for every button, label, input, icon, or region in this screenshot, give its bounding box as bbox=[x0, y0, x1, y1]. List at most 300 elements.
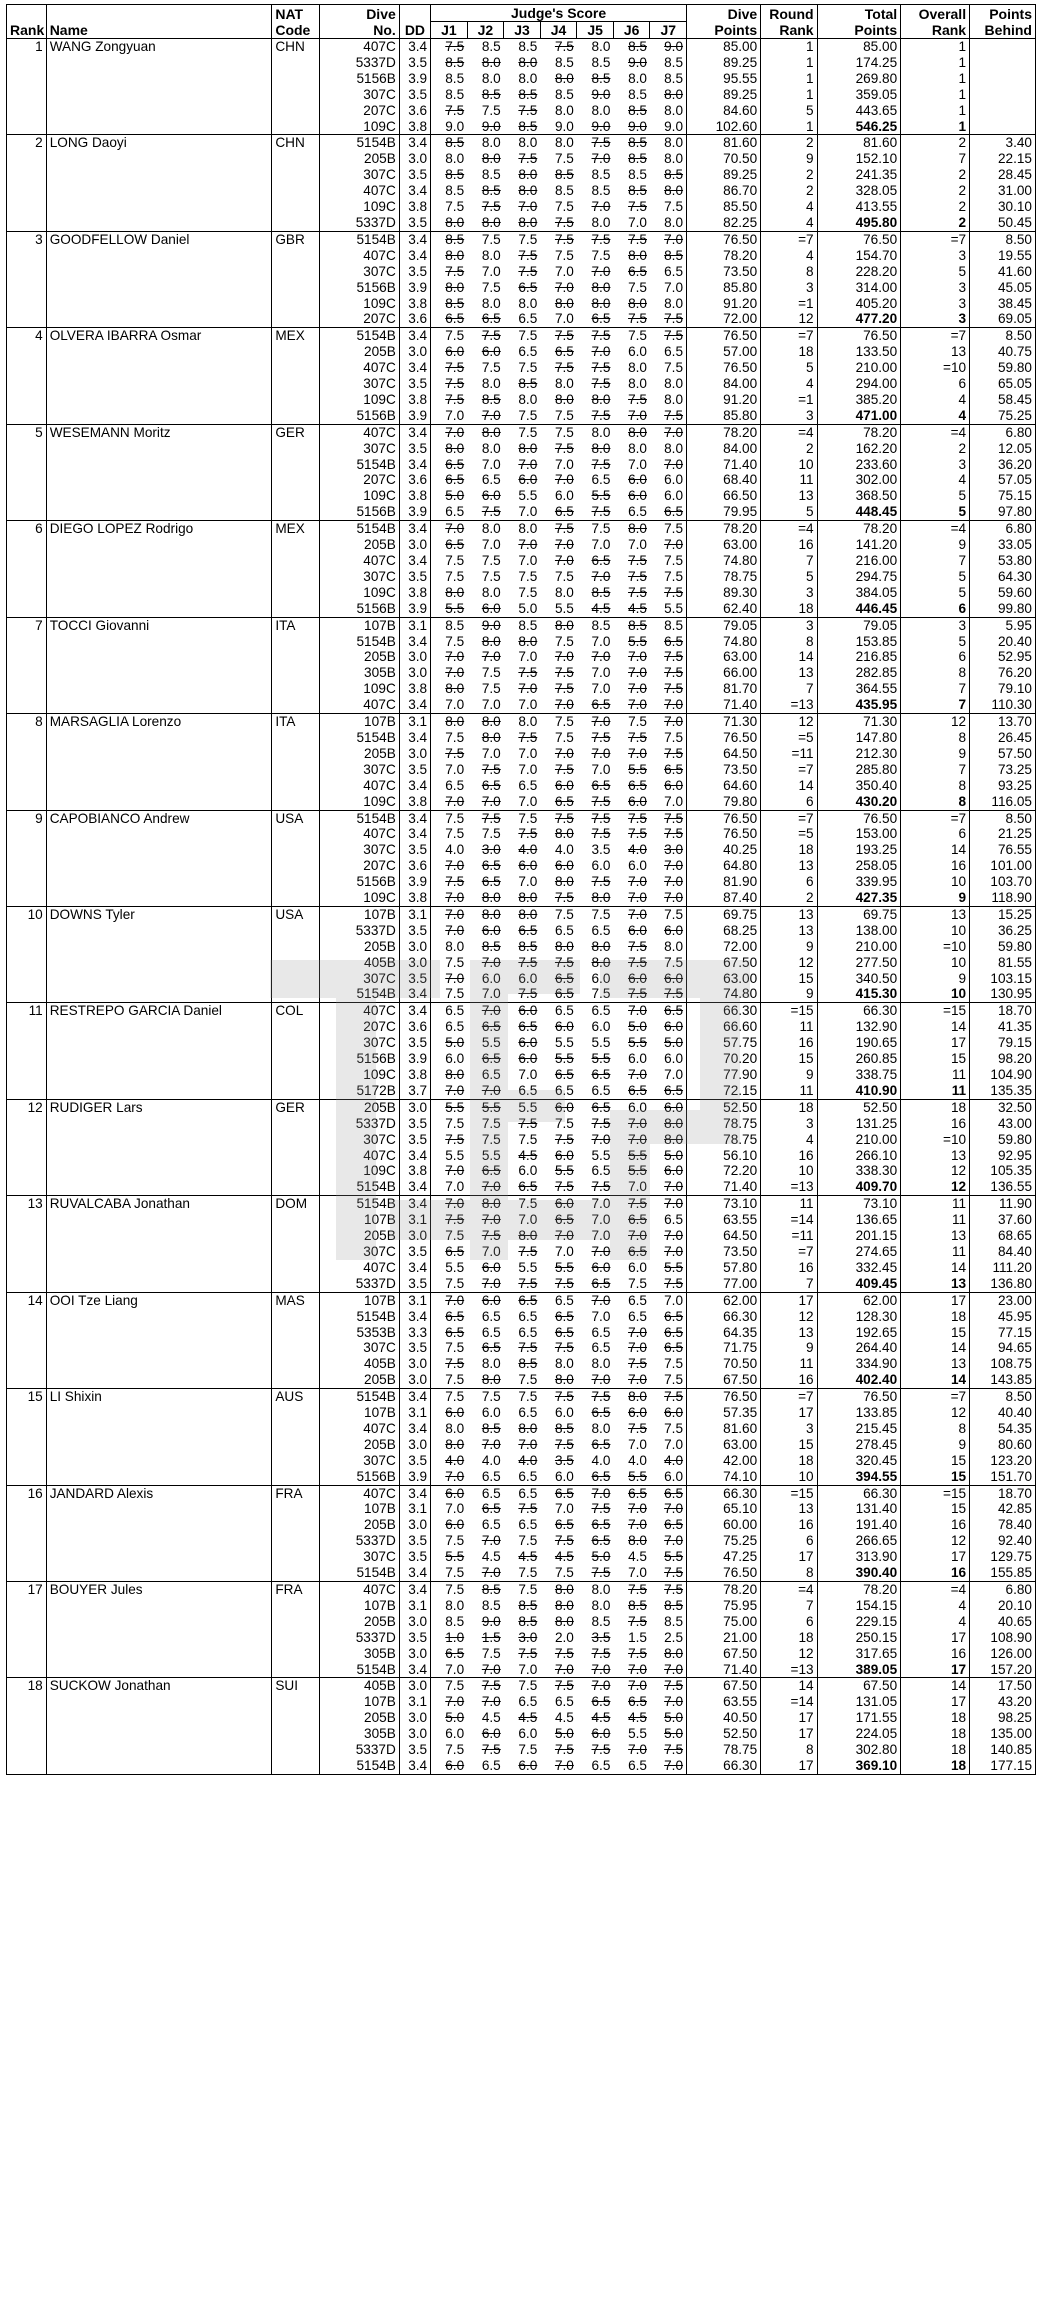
judge-score bbox=[577, 39, 614, 55]
dive-points: 82.25 bbox=[687, 215, 761, 231]
judge-score bbox=[577, 504, 614, 520]
degree-of-difficulty: 3.4 bbox=[399, 826, 430, 842]
judge-score-value: 5.5 bbox=[481, 1099, 501, 1115]
overall-rank: 3 bbox=[901, 311, 970, 327]
total-points: 141.20 bbox=[817, 537, 901, 553]
judge-score bbox=[467, 488, 504, 504]
total-points: 302.80 bbox=[817, 1742, 901, 1758]
dive-number: 5156B bbox=[320, 504, 399, 520]
judge-score-value: 7.5 bbox=[481, 102, 501, 118]
judge-score-value: 7.0 bbox=[664, 890, 684, 906]
judge-score-value: 7.5 bbox=[518, 729, 538, 745]
judge-score-value: 6.0 bbox=[554, 488, 574, 504]
judge-score bbox=[431, 55, 468, 71]
degree-of-difficulty: 3.1 bbox=[399, 714, 430, 730]
dive-points: 73.50 bbox=[687, 264, 761, 280]
judge-score-value: 7.5 bbox=[664, 1275, 684, 1291]
judge-score bbox=[613, 1389, 650, 1405]
total-points: 79.05 bbox=[817, 617, 901, 633]
overall-rank: 17 bbox=[901, 1292, 970, 1308]
judge-score bbox=[431, 231, 468, 247]
judge-score bbox=[504, 215, 541, 231]
judge-score-value: 8.0 bbox=[591, 295, 611, 311]
judge-score bbox=[650, 634, 687, 650]
degree-of-difficulty: 3.4 bbox=[399, 553, 430, 569]
judge-score bbox=[504, 842, 541, 858]
judge-score-value: 7.5 bbox=[481, 1389, 501, 1405]
points-behind: 75.15 bbox=[970, 488, 1036, 504]
nat-code: ITA bbox=[272, 714, 320, 810]
round-rank: 11 bbox=[761, 1356, 817, 1372]
degree-of-difficulty: 3.5 bbox=[399, 1276, 430, 1292]
judge-score bbox=[504, 183, 541, 199]
total-points: 210.00 bbox=[817, 1132, 901, 1148]
dive-number: 407C bbox=[320, 39, 399, 55]
dive-number: 5172B bbox=[320, 1083, 399, 1099]
judge-score-value: 5.5 bbox=[554, 1051, 574, 1067]
overall-rank: 10 bbox=[901, 874, 970, 890]
points-behind bbox=[970, 55, 1036, 71]
judge-score bbox=[613, 1485, 650, 1501]
dive-number: 307C bbox=[320, 1132, 399, 1148]
judge-score-value: 6.0 bbox=[554, 1019, 574, 1035]
degree-of-difficulty: 3.0 bbox=[399, 939, 430, 955]
judge-score-value: 8.0 bbox=[445, 214, 465, 230]
round-rank: =7 bbox=[761, 231, 817, 247]
overall-rank: 2 bbox=[901, 183, 970, 199]
judge-score bbox=[540, 681, 577, 697]
dive-number: 307C bbox=[320, 762, 399, 778]
judge-score bbox=[613, 939, 650, 955]
judge-score bbox=[650, 344, 687, 360]
athlete-rank: 6 bbox=[7, 521, 47, 617]
athlete-name: RUDIGER Lars bbox=[46, 1099, 272, 1195]
judge-score-value: 8.5 bbox=[481, 1597, 501, 1613]
judge-score bbox=[431, 1116, 468, 1132]
judge-score bbox=[431, 504, 468, 520]
judge-score-value: 6.5 bbox=[554, 504, 574, 520]
judge-score bbox=[431, 1035, 468, 1051]
judge-score-value: 7.0 bbox=[554, 1661, 574, 1677]
judge-score bbox=[650, 264, 687, 280]
judge-score-value: 7.5 bbox=[664, 729, 684, 745]
judge-score-value: 6.5 bbox=[591, 553, 611, 568]
judge-score bbox=[650, 1325, 687, 1341]
total-points: 76.50 bbox=[817, 810, 901, 826]
dive-number: 5156B bbox=[320, 71, 399, 87]
judge-score-value: 7.5 bbox=[664, 584, 684, 600]
judge-score bbox=[467, 376, 504, 392]
dive-number: 307C bbox=[320, 376, 399, 392]
judge-score bbox=[467, 1163, 504, 1179]
round-rank: 13 bbox=[761, 1501, 817, 1517]
judge-score bbox=[650, 1726, 687, 1742]
dive-points: 85.80 bbox=[687, 280, 761, 296]
round-rank: =14 bbox=[761, 1694, 817, 1710]
round-rank: 2 bbox=[761, 183, 817, 199]
judge-score-value: 7.5 bbox=[518, 1533, 538, 1549]
judge-score-value: 7.0 bbox=[481, 1212, 501, 1228]
judge-score bbox=[577, 119, 614, 135]
judge-score bbox=[431, 1196, 468, 1212]
degree-of-difficulty: 3.4 bbox=[399, 39, 430, 55]
judge-score-value: 6.5 bbox=[591, 1340, 611, 1356]
round-rank: =7 bbox=[761, 328, 817, 344]
judge-score-value: 9.0 bbox=[481, 118, 501, 134]
points-behind: 135.35 bbox=[970, 1083, 1036, 1099]
judge-score-value: 7.5 bbox=[518, 1565, 538, 1581]
judge-score bbox=[650, 1389, 687, 1405]
judge-score bbox=[467, 1742, 504, 1758]
judge-score-value: 7.5 bbox=[554, 1115, 574, 1131]
points-behind: 38.45 bbox=[970, 296, 1036, 312]
judge-score bbox=[613, 1212, 650, 1228]
judge-score-value: 7.0 bbox=[518, 681, 538, 697]
judge-score bbox=[540, 103, 577, 119]
nat-code: GBR bbox=[272, 231, 320, 327]
points-behind: 143.85 bbox=[970, 1372, 1036, 1388]
judge-score-value: 6.5 bbox=[591, 1324, 611, 1340]
athlete-rank: 13 bbox=[7, 1196, 47, 1292]
judge-score bbox=[431, 488, 468, 504]
overall-rank: 12 bbox=[901, 1163, 970, 1179]
judge-score-value: 6.0 bbox=[445, 1726, 465, 1742]
judge-score bbox=[431, 826, 468, 842]
dive-points: 74.80 bbox=[687, 986, 761, 1002]
judge-score-value: 8.0 bbox=[445, 681, 465, 697]
dive-points: 85.00 bbox=[687, 39, 761, 55]
judge-score bbox=[577, 103, 614, 119]
dive-points: 64.35 bbox=[687, 1325, 761, 1341]
dive-number: 107B bbox=[320, 617, 399, 633]
dive-points: 81.90 bbox=[687, 874, 761, 890]
judge-score bbox=[577, 167, 614, 183]
points-behind: 6.80 bbox=[970, 1582, 1036, 1598]
judge-score-value: 8.0 bbox=[628, 376, 647, 392]
judge-score-value: 7.5 bbox=[628, 954, 647, 970]
judge-score-value: 8.0 bbox=[518, 391, 538, 407]
dive-number: 307C bbox=[320, 1244, 399, 1260]
judge-score-value: 8.5 bbox=[554, 167, 574, 183]
judge-score bbox=[540, 1067, 577, 1083]
judge-score-value: 7.5 bbox=[518, 1742, 538, 1758]
judge-score bbox=[650, 794, 687, 810]
round-rank: 2 bbox=[761, 890, 817, 906]
judge-score-value: 7.0 bbox=[664, 874, 684, 890]
judge-score-value: 8.0 bbox=[664, 214, 684, 230]
dive-points: 81.60 bbox=[687, 1421, 761, 1437]
judge-score bbox=[467, 537, 504, 553]
judge-score bbox=[504, 1132, 541, 1148]
judge-score-value: 7.5 bbox=[481, 1228, 501, 1244]
nat-code: MEX bbox=[272, 328, 320, 424]
judge-score-value: 7.5 bbox=[591, 793, 611, 809]
judge-score bbox=[613, 681, 650, 697]
judge-score bbox=[650, 1742, 687, 1758]
judge-score-value: 8.0 bbox=[554, 826, 574, 842]
judge-score bbox=[504, 441, 541, 457]
degree-of-difficulty: 3.6 bbox=[399, 858, 430, 874]
judge-score-value: 7.5 bbox=[554, 568, 574, 584]
judge-score bbox=[650, 730, 687, 746]
judge-score-value: 6.0 bbox=[664, 1468, 684, 1484]
judge-score bbox=[540, 1662, 577, 1678]
judge-score bbox=[467, 649, 504, 665]
judge-score bbox=[504, 697, 541, 713]
points-behind: 151.70 bbox=[970, 1469, 1036, 1485]
judge-score bbox=[577, 215, 614, 231]
overall-rank: 13 bbox=[901, 1228, 970, 1244]
nat-code: COL bbox=[272, 1003, 320, 1099]
dive-number: 5156B bbox=[320, 408, 399, 424]
dive-points: 71.40 bbox=[687, 697, 761, 713]
judge-score bbox=[504, 1694, 541, 1710]
total-points: 338.30 bbox=[817, 1163, 901, 1179]
judge-score-value: 6.0 bbox=[664, 1405, 684, 1421]
judge-score-value: 7.5 bbox=[664, 745, 684, 761]
judge-score bbox=[650, 1132, 687, 1148]
judge-score-value: 8.0 bbox=[591, 102, 611, 118]
judge-score-value: 7.5 bbox=[554, 1565, 574, 1581]
judge-score bbox=[650, 1678, 687, 1694]
dive-number: 5154B bbox=[320, 634, 399, 650]
dive-number: 5156B bbox=[320, 1051, 399, 1067]
judge-score-value: 5.5 bbox=[591, 1051, 611, 1067]
judge-score bbox=[467, 71, 504, 87]
athlete-rank: 4 bbox=[7, 328, 47, 424]
judge-score bbox=[540, 1694, 577, 1710]
judge-score-value: 6.5 bbox=[628, 1243, 647, 1259]
judge-score-value: 7.5 bbox=[554, 440, 574, 456]
judge-score-value: 7.0 bbox=[591, 665, 611, 681]
judge-score bbox=[613, 1132, 650, 1148]
total-points: 258.05 bbox=[817, 858, 901, 874]
judge-score-value: 6.5 bbox=[628, 777, 647, 793]
judge-score-value: 7.5 bbox=[518, 328, 538, 344]
points-behind: 80.60 bbox=[970, 1437, 1036, 1453]
judge-score bbox=[577, 135, 614, 151]
judge-score bbox=[613, 103, 650, 119]
overall-rank: 3 bbox=[901, 248, 970, 264]
judge-score-value: 7.5 bbox=[664, 1372, 684, 1388]
judge-score bbox=[577, 681, 614, 697]
judge-score bbox=[613, 215, 650, 231]
judge-score-value: 7.0 bbox=[481, 456, 501, 472]
judge-score-value: 7.0 bbox=[664, 697, 684, 713]
degree-of-difficulty: 3.4 bbox=[399, 1758, 430, 1774]
judge-score bbox=[577, 1003, 614, 1019]
judge-score bbox=[467, 1325, 504, 1341]
overall-rank: 18 bbox=[901, 1758, 970, 1774]
judge-score-value: 6.0 bbox=[518, 858, 538, 874]
judge-score-value: 6.5 bbox=[554, 1082, 574, 1098]
degree-of-difficulty: 3.4 bbox=[399, 1582, 430, 1598]
judge-score bbox=[540, 730, 577, 746]
judge-score-value: 8.0 bbox=[445, 1420, 465, 1436]
dive-points: 67.50 bbox=[687, 1678, 761, 1694]
judge-score bbox=[431, 649, 468, 665]
overall-rank: 12 bbox=[901, 1179, 970, 1195]
total-points: 384.05 bbox=[817, 585, 901, 601]
judge-score-value: 6.5 bbox=[628, 1694, 647, 1710]
judge-score-value: 6.5 bbox=[518, 922, 538, 938]
judge-score-value: 5.5 bbox=[481, 1147, 501, 1163]
round-rank: 3 bbox=[761, 1421, 817, 1437]
dive-row bbox=[7, 521, 1036, 537]
judge-score bbox=[650, 923, 687, 939]
judge-score-value: 7.5 bbox=[445, 1131, 465, 1147]
judge-score-value: 7.5 bbox=[591, 906, 611, 922]
points-behind: 23.00 bbox=[970, 1292, 1036, 1308]
round-rank: 3 bbox=[761, 1116, 817, 1132]
judge-score-value: 8.0 bbox=[481, 440, 501, 456]
dive-row bbox=[7, 1292, 1036, 1308]
judge-score bbox=[504, 1196, 541, 1212]
judge-score bbox=[504, 537, 541, 553]
judge-score bbox=[467, 681, 504, 697]
judge-score-value: 7.0 bbox=[591, 568, 611, 584]
judge-score-value: 6.0 bbox=[664, 472, 684, 488]
judge-score-value: 7.5 bbox=[628, 568, 647, 584]
judge-score-value: 6.5 bbox=[554, 1292, 574, 1308]
judge-score-value: 6.5 bbox=[591, 1757, 611, 1773]
points-behind: 130.95 bbox=[970, 986, 1036, 1002]
judge-score bbox=[650, 1099, 687, 1115]
total-points: 78.20 bbox=[817, 1582, 901, 1598]
judge-score bbox=[540, 280, 577, 296]
round-rank: 7 bbox=[761, 1598, 817, 1614]
degree-of-difficulty: 3.7 bbox=[399, 1083, 430, 1099]
judge-score-value: 8.0 bbox=[591, 1420, 611, 1436]
dive-number: 5337D bbox=[320, 55, 399, 71]
judge-score-value: 8.0 bbox=[664, 1115, 684, 1131]
round-rank: 17 bbox=[761, 1758, 817, 1774]
judge-score bbox=[577, 1662, 614, 1678]
dive-points: 78.20 bbox=[687, 521, 761, 537]
judge-score bbox=[577, 1099, 614, 1115]
judge-score-value: 6.0 bbox=[554, 1196, 574, 1212]
judge-score-value: 6.5 bbox=[481, 1501, 501, 1517]
judge-score bbox=[650, 1758, 687, 1774]
judge-score-value: 7.5 bbox=[481, 826, 501, 842]
judge-score-value: 8.0 bbox=[554, 295, 574, 311]
round-rank: 9 bbox=[761, 151, 817, 167]
judge-score-value: 7.5 bbox=[591, 247, 611, 263]
judge-score-value: 7.0 bbox=[664, 1694, 684, 1710]
judge-score-value: 8.0 bbox=[664, 1645, 684, 1661]
degree-of-difficulty: 3.9 bbox=[399, 1469, 430, 1485]
judge-score-value: 7.5 bbox=[445, 102, 465, 118]
judge-score-value: 6.5 bbox=[445, 1243, 465, 1259]
athlete-name: WANG Zongyuan bbox=[46, 39, 272, 135]
judge-score bbox=[431, 1453, 468, 1469]
overall-rank: 2 bbox=[901, 215, 970, 231]
points-behind: 17.50 bbox=[970, 1678, 1036, 1694]
judge-score-value: 5.5 bbox=[591, 1147, 611, 1163]
judge-score bbox=[467, 1485, 504, 1501]
overall-rank: 16 bbox=[901, 858, 970, 874]
judge-score bbox=[467, 986, 504, 1002]
round-rank: =7 bbox=[761, 762, 817, 778]
points-behind: 78.40 bbox=[970, 1517, 1036, 1533]
judge-score-value: 8.5 bbox=[445, 183, 465, 199]
total-points: 402.40 bbox=[817, 1372, 901, 1388]
judge-score-value: 6.5 bbox=[518, 1308, 538, 1324]
round-rank: =1 bbox=[761, 392, 817, 408]
overall-rank: 1 bbox=[901, 71, 970, 87]
judge-score bbox=[504, 87, 541, 103]
total-points: 413.55 bbox=[817, 199, 901, 215]
judge-score-value: 9.0 bbox=[445, 118, 465, 134]
judge-score-value: 7.0 bbox=[591, 537, 611, 553]
judge-score bbox=[467, 1758, 504, 1774]
judge-score bbox=[540, 1678, 577, 1694]
judge-score-value: 6.0 bbox=[664, 1051, 684, 1067]
judge-score bbox=[650, 1421, 687, 1437]
judge-score-value: 7.5 bbox=[554, 954, 574, 970]
points-behind: 68.65 bbox=[970, 1228, 1036, 1244]
judge-score-value: 7.5 bbox=[518, 1372, 538, 1388]
judge-score bbox=[540, 1372, 577, 1388]
judge-score-value: 6.5 bbox=[518, 1324, 538, 1340]
judge-score bbox=[613, 1163, 650, 1179]
points-behind: 41.35 bbox=[970, 1019, 1036, 1035]
round-rank: 18 bbox=[761, 1099, 817, 1115]
athlete-name: LONG Daoyi bbox=[46, 135, 272, 231]
judge-score-value: 7.5 bbox=[591, 810, 611, 826]
judge-score bbox=[577, 1726, 614, 1742]
round-rank: 13 bbox=[761, 488, 817, 504]
points-behind: 50.45 bbox=[970, 215, 1036, 231]
judge-score bbox=[540, 311, 577, 327]
round-rank: 6 bbox=[761, 1533, 817, 1549]
judge-score bbox=[540, 1356, 577, 1372]
judge-score-value: 8.0 bbox=[518, 890, 538, 906]
judge-score bbox=[467, 1003, 504, 1019]
total-points: 405.20 bbox=[817, 296, 901, 312]
judge-score bbox=[504, 408, 541, 424]
dive-number: 205B bbox=[320, 1517, 399, 1533]
judge-score bbox=[540, 1501, 577, 1517]
judge-score-value: 7.5 bbox=[664, 954, 684, 970]
judge-score-value: 7.0 bbox=[628, 649, 647, 665]
judge-score-value: 8.5 bbox=[445, 231, 465, 247]
dive-number: 407C bbox=[320, 778, 399, 794]
points-behind: 129.75 bbox=[970, 1549, 1036, 1565]
overall-rank: =7 bbox=[901, 810, 970, 826]
dive-points: 73.10 bbox=[687, 1196, 761, 1212]
overall-rank: 14 bbox=[901, 1340, 970, 1356]
total-points: 250.15 bbox=[817, 1630, 901, 1646]
judge-score-value: 8.0 bbox=[481, 890, 501, 906]
judge-score-value: 6.5 bbox=[554, 986, 574, 1002]
overall-rank: 8 bbox=[901, 794, 970, 810]
judge-score bbox=[613, 1003, 650, 1019]
round-rank: 12 bbox=[761, 311, 817, 327]
judge-score-value: 8.0 bbox=[554, 617, 574, 633]
judge-score bbox=[577, 280, 614, 296]
dive-points: 67.50 bbox=[687, 1372, 761, 1388]
judge-score-value: 7.0 bbox=[628, 681, 647, 697]
judge-score bbox=[431, 392, 468, 408]
dive-row bbox=[7, 1003, 1036, 1019]
judge-score bbox=[650, 280, 687, 296]
dive-points: 71.40 bbox=[687, 1662, 761, 1678]
judge-score bbox=[577, 890, 614, 906]
judge-score-value: 7.0 bbox=[628, 1115, 647, 1131]
judge-score bbox=[650, 1662, 687, 1678]
dive-number: 407C bbox=[320, 183, 399, 199]
